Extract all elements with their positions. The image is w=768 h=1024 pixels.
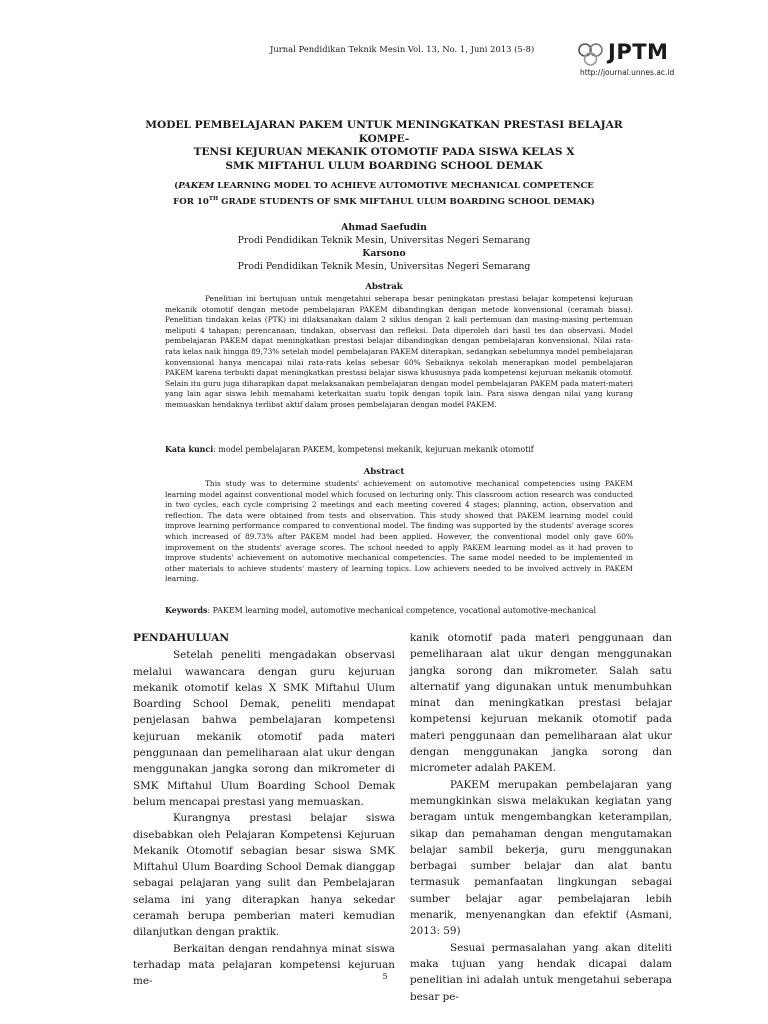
paper-title: [130, 119, 638, 173]
author-name-1: Ahmad Saefudin: [341, 222, 427, 233]
kata-kunci-text: : model pembelajaran PAKEM, kompetensi mekanik, kejuruan mekanik otomotif: [213, 445, 534, 454]
author-affiliation-2: Prodi Pendidikan Teknik Mesin, Universitas Negeri Semarang: [237, 261, 531, 272]
page-number: 5: [382, 972, 388, 981]
english-title-line-2: [130, 193, 638, 209]
logo-text: JPTM: [608, 40, 669, 64]
subtitle-rest: LEARNING MODEL TO ACHIEVE AUTOMOTIVE MECHANICAL COMPETENCE: [214, 181, 594, 191]
subtitle-italic: PAKEM: [178, 181, 215, 191]
author-name-2: Karsono: [362, 248, 406, 259]
english-title-line-1: [130, 180, 638, 193]
body-column-right: [410, 630, 672, 1005]
kata-kunci: [165, 445, 635, 455]
abstract-heading: Abstract: [363, 467, 405, 477]
keywords-text: : PAKEM learning model, automotive mechanical competence, vocational automotive-mechanical: [207, 606, 596, 615]
abstrak-heading: Abstrak: [365, 282, 403, 292]
kata-kunci-label: Kata kunci: [165, 445, 214, 454]
paragraph: Sesuai permasalahan yang akan diteliti maka tujuan yang hendak dicapai dalam penelitian ini adalah untuk mengetahui seberapa besar pe-: [410, 941, 672, 1003]
paragraph: Setelah peneliti mengadakan observasi melalui wawancara dengan guru kejuruan mekanik otomotif kelas X SMK Miftahul Ulum Boarding School Demak, peneliti mendapat penjelasan bahwa pembelajaran kompetensi kejuruan mekanik otomotif pada materi penggunaan dan pemeliharaan alat ukur dengan menggunakan jangka sorong dan mikrometer di SMK Miftahul Ulum Boarding School Demak belum mencapai prestasi yang memuaskan.: [133, 649, 395, 808]
logo-circles-icon: [576, 42, 606, 68]
journal-header: Jurnal Pendidikan Teknik Mesin Vol. 13, No. 1, Juni 2013 (5-8): [270, 44, 535, 54]
abstract-body: This study was to determine students' achievement on automotive mechanical competencies using PAKEM learning model against conventional model which focused on lecturing only. This classroom action research was conducted in two cycles, each cycle comprising 2 meetings and each meeting covered 4 stages; planning, action, observation and reflection. The data were obtained from tests and observation. This study showed that PAKEM learning model could improve learning performance compared to conventional model. The finding was supported by the students' average scores which increased of 89.73% after PAKEM model had been applied. However, the conventional model only gave 60% improvement on the students' average scores. The school needed to apply PAKEM learning model as it had proven to improve students' achievement on automotive mechanical competencies. The same model needed to be implemented in other materials to achieve students' mastery of learning topics. Low achievers needed to be involved actively in PAKEM learning.: [165, 479, 633, 584]
paragraph: Berkaitan dengan rendahnya minat siswa terhadap mata pelajaran kompetensi kejuruan me-: [133, 942, 395, 988]
keywords-label: Keywords: [165, 606, 208, 615]
title-line-3: SMK MIFTAHUL ULUM BOARDING SCHOOL DEMAK: [225, 159, 543, 172]
logo-url: http://journal.unnes.ac.id: [580, 68, 675, 77]
title-line-1: MODEL PEMBELAJARAN PAKEM UNTUK MENINGKATKAN PRESTASI BELAJAR KOMPE-: [145, 119, 623, 145]
journal-logo: [576, 40, 696, 80]
keywords: [165, 606, 635, 616]
paragraph-continued: kanik otomotif pada materi penggunaan dan pemeliharaan alat ukur dengan menggunakan jangka sorong dan mikrometer. Salah satu alternatif yang digunakan untuk menumbuhkan minat dan meningkatkan prestasi belajar kompetensi kejuruan mekanik otomotif pada materi penggunaan dan pemeliharaan alat ukur dengan menggunakan jangka sorong dan micrometer adalah PAKEM.: [410, 632, 672, 775]
subtitle-open: (: [174, 181, 179, 191]
english-title: [130, 180, 638, 209]
abstrak-body: Penelitian ini bertujuan untuk mengetahui seberapa besar peningkatan prestasi belajar kompetensi kejuruan mekanik otomotif dengan metode pembelajaran PAKEM dibandingkan dengan metode konvensional (ceramah biasa). Penelitian tindakan kelas (PTK) ini dilaksanakan dalam 2 siklus dengan 2 kali pertemuan dan masing-masing pertemuan meliputi 4 tahapan; perencanaan, tindakan, observasi dan refleksi. Data diperoleh dari hasil tes dan observasi. Model pembelajaran PAKEM dapat meningkatkan prestasi belajar dibandingkan dengan pembelajaran konvensional. Nilai rata-rata kelas naik hingga 89,73% setelah model pembelajaran PAKEM diterapkan, sedangkan sebelumnya model pembelajaran konvensional hanya mencapai nilai rata-rata kelas sebesar 60% Sebaiknya sekolah menerapkan model pembelajaran PAKEM karena terbukti dapat meningkatkan prestasi belajar siswa khususnya pada kompetensi kejuruan mekanik otomotif. Selain itu guru juga diharapkan dapat melaksanakan pembelajaran dengan model pembelajaran PAKEM pada materi-materi yang lain agar siswa lebih memahami keterkaitan suatu topik dengan topik lain. Para siswa dengan nilai yang kurang memuaskan hendaknya terlibat aktif dalam proses pembelajaran dengan model PAKEM.: [165, 294, 633, 409]
paragraph: Kurangnya prestasi belajar siswa disebabkan oleh Pelajaran Kompetensi Kejuruan Mekanik Otomotif sebagian besar siswa SMK Miftahul Ulum Boarding School Demak dianggap sebagai pelajaran yang sulit dan Pembelajaran selama ini yang diterapkan hanya sekedar ceramah berupa pemberian materi kemudian dilanjutkan dengan praktik.: [133, 812, 395, 939]
subtitle-sup: TH: [208, 196, 219, 202]
paragraph: PAKEM merupakan pembelajaran yang memungkinkan siswa melakukan kegiatan yang beragam untuk mengembangkan keterampilan, sikap dan pemahaman dengan mengutamakan belajar sambil bekerja, guru menggunakan berbagai sumber belajar dan alat bantu termasuk pemanfaatan lingkungan sebagai sumber belajar agar pembelajaran lebih menarik, menyenangkan dan efektif (Asmani, 2013: 59): [410, 778, 672, 938]
title-line-2: TENSI KEJURUAN MEKANIK OTOMOTIF PADA SISWA KELAS X: [193, 146, 575, 158]
body-column-left: [133, 630, 395, 990]
subtitle-line2-pre: FOR 10: [173, 197, 209, 207]
author-affiliation-1: Prodi Pendidikan Teknik Mesin, Universitas Negeri Semarang: [237, 235, 531, 246]
section-heading: PENDAHULUAN: [133, 632, 230, 644]
subtitle-line2-post: GRADE STUDENTS OF SMK MIFTAHUL ULUM BOARDING SCHOOL DEMAK): [218, 197, 595, 207]
